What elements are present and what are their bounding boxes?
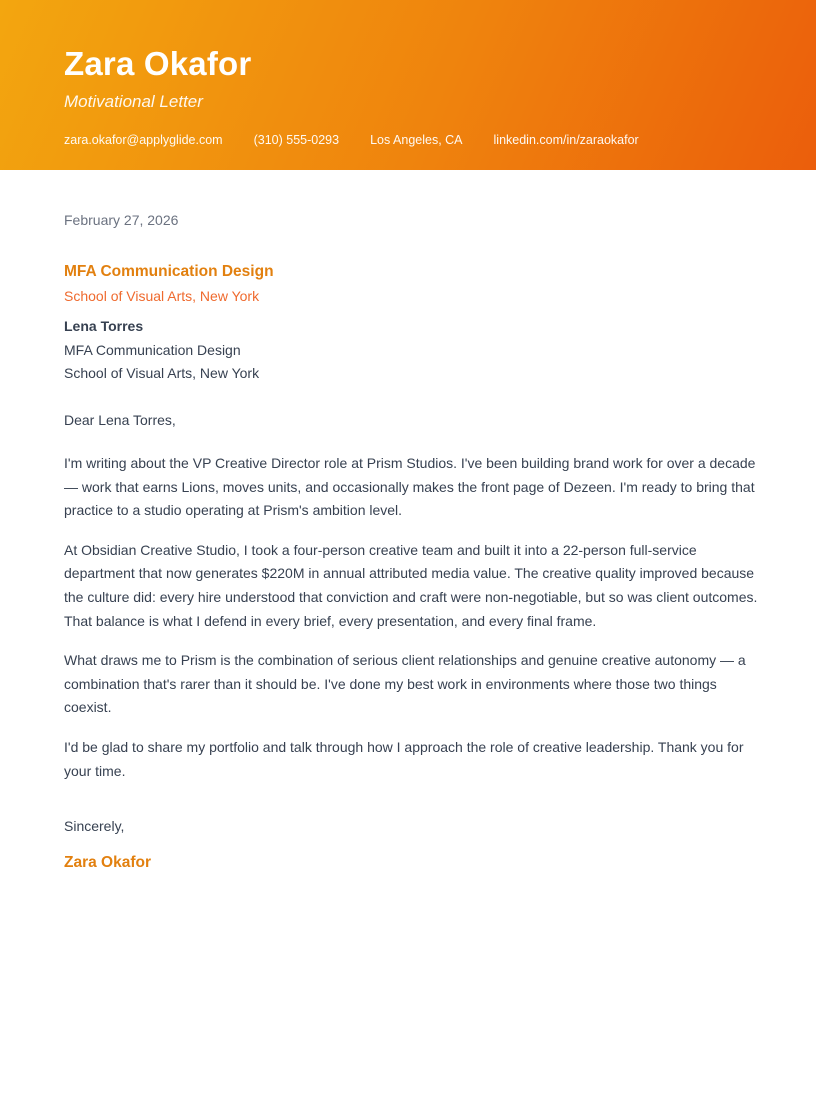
recipient-school: School of Visual Arts, New York [64, 288, 260, 304]
salutation: Dear Lena Torres, [64, 411, 176, 428]
letter-paragraphs [64, 452, 766, 783]
applicant-name: Zara Okafor [64, 45, 252, 82]
closing: Sincerely, [64, 818, 125, 835]
paragraph-cta: I'd be glad to share my portfolio and talk through how I approach the role of creative leadership. Thank you for your time. [64, 738, 744, 779]
signature-name: Zara Okafor [64, 853, 152, 871]
recipient-program-title: MFA Communication Design [64, 263, 274, 280]
letter-header [0, 0, 816, 170]
paragraph-experience: At Obsidian Creative Studio, I took a four-person creative team and built it into a 22-person full-service department that now generates $220M in annual attributed media value. The creative quality improved because the culture did: every hire understood that conviction and craft were non-negotiable, but so was client outcomes. That balance is what I defend in every brief, every presentation, and every final frame. [64, 541, 758, 629]
recipient-contact-line3: School of Visual Arts, New York [64, 365, 260, 381]
contact-email: zara.okafor@applyglide.com [64, 133, 223, 148]
document-type-subtitle: Motivational Letter [64, 92, 203, 112]
recipient-contact-block [64, 315, 766, 386]
contact-linkedin: linkedin.com/in/zaraokafor [493, 133, 639, 148]
paragraph-motivation: What draws me to Prism is the combination of serious client relationships and genuine creative autonomy — a combination that's rarer than it should be. I've done my best work in environments where those two things coexist. [64, 652, 746, 716]
recipient-contact-name: Lena Torres [64, 318, 144, 334]
letter-body [0, 170, 816, 873]
contact-location: Los Angeles, CA [370, 133, 463, 148]
contact-row [64, 133, 752, 147]
recipient-block [64, 262, 766, 386]
contact-phone: (310) 555-0293 [253, 133, 340, 148]
paragraph-intro: I'm writing about the VP Creative Director role at Prism Studios. I've been building brand work for over a decade — work that earns Lions, moves units, and occasionally makes the front page of Dezeen. I'm ready to bring that practice to a studio operating at Prism's ambition level. [64, 455, 756, 519]
recipient-contact-line2: MFA Communication Design [64, 341, 241, 358]
letter-date: February 27, 2026 [64, 212, 179, 228]
